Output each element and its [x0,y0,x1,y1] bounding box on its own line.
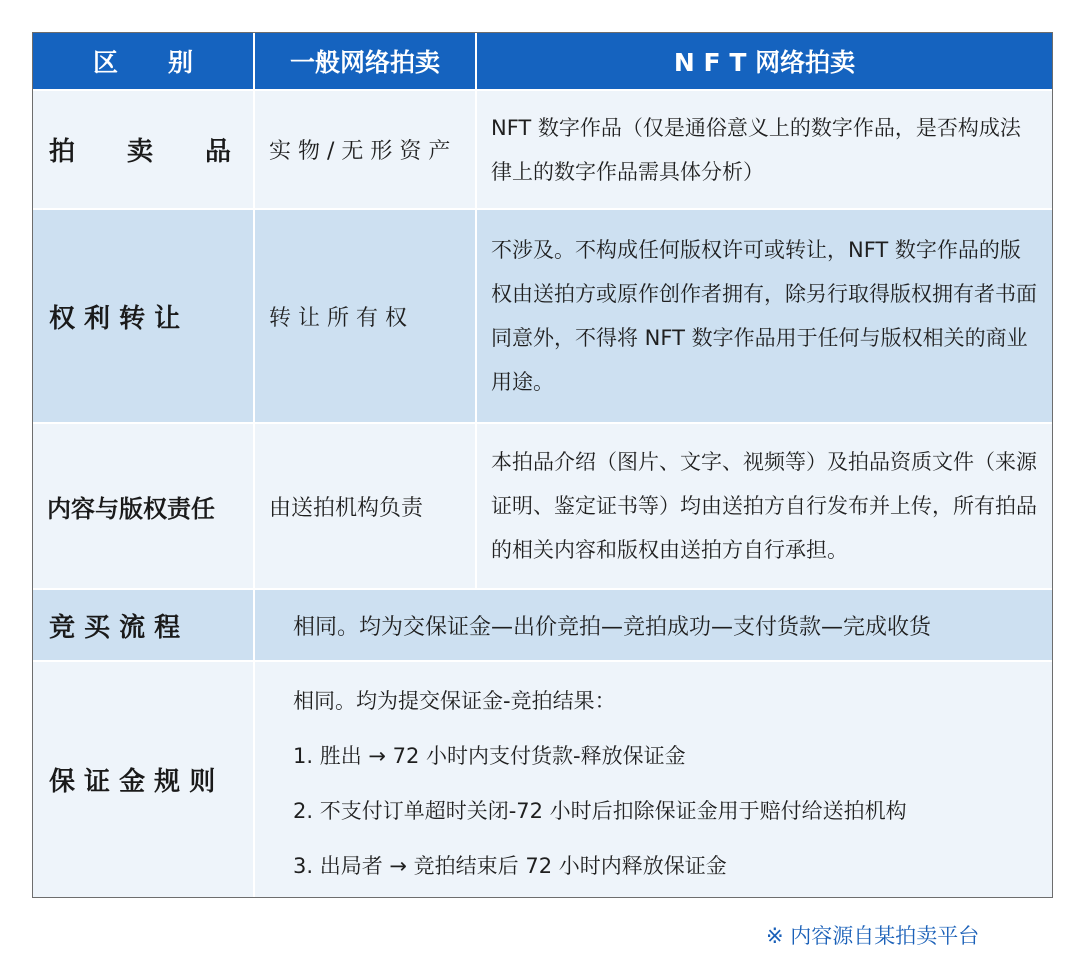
source-footnote: ※ 内容源自某拍卖平台 [766,924,980,948]
deposit-rules-merged [255,662,1052,897]
table-row [33,210,1052,422]
deposit-rules-list [255,662,907,894]
divider [253,210,255,422]
row-label-auction-item: 拍 卖 品 [49,137,232,167]
row-label-deposit-rules: 保 证 金 规 则 [49,767,216,797]
row-label-bidding-process: 竞 买 流 程 [49,612,181,643]
general-auction-item: 实 物 / 无 形 资 产 [269,139,451,164]
divider [253,662,255,897]
nft-rights-transfer: 不涉及。不构成任何版权许可或转让，NFT 数字作品的版权由送拍方或原作创作者拥有，除另行取得版权拥有者书面同意外，不得将 NFT 数字作品用于任何与版权相关的商业用途。 [491,238,1037,394]
divider [253,33,255,89]
general-rights-transfer: 转 让 所 有 权 [269,305,407,331]
row-label-content-responsibility: 内容与版权责任 [47,494,215,523]
divider [253,424,255,588]
divider [253,91,255,208]
table-row [33,662,1052,897]
table-row [33,424,1052,588]
divider [475,91,477,208]
comparison-table [32,32,1053,898]
general-content-responsibility: 由送拍机构负责 [269,495,424,521]
bidding-process-merged: 相同。均为交保证金—出价竞拍—竞拍成功—支付货款—完成收货 [293,614,932,640]
list-item: 1. 胜出 → 72 小时内支付货款-释放保证金 [293,744,686,768]
nft-content-responsibility: 本拍品介绍（图片、文字、视频等）及拍品资质文件（来源证明、鉴定证书等）均由送拍方自行发布并上传，所有拍品的相关内容和版权由送拍方自行承担。 [491,450,1037,562]
header-col-category: 区 别 [92,48,193,77]
header-col-general: 一般网络拍卖 [289,48,440,77]
divider [253,590,255,660]
row-label-rights-transfer: 权 利 转 让 [49,303,181,334]
list-item: 2. 不支付订单超时关闭-72 小时后扣除保证金用于赔付给送拍机构 [293,799,907,823]
table-row [33,590,1052,660]
divider [475,210,477,422]
nft-auction-item: NFT 数字作品（仅是通俗意义上的数字作品，是否构成法律上的数字作品需具体分析） [491,115,1021,184]
table-row [33,91,1052,208]
table-header [33,33,1052,89]
divider [475,33,477,89]
list-item: 3. 出局者 → 竞拍结束后 72 小时内释放保证金 [293,854,727,878]
divider [475,424,477,588]
header-col-nft: N F T 网络拍卖 [673,48,856,77]
deposit-rules-intro: 相同。均为提交保证金-竞拍结果： [293,689,616,713]
